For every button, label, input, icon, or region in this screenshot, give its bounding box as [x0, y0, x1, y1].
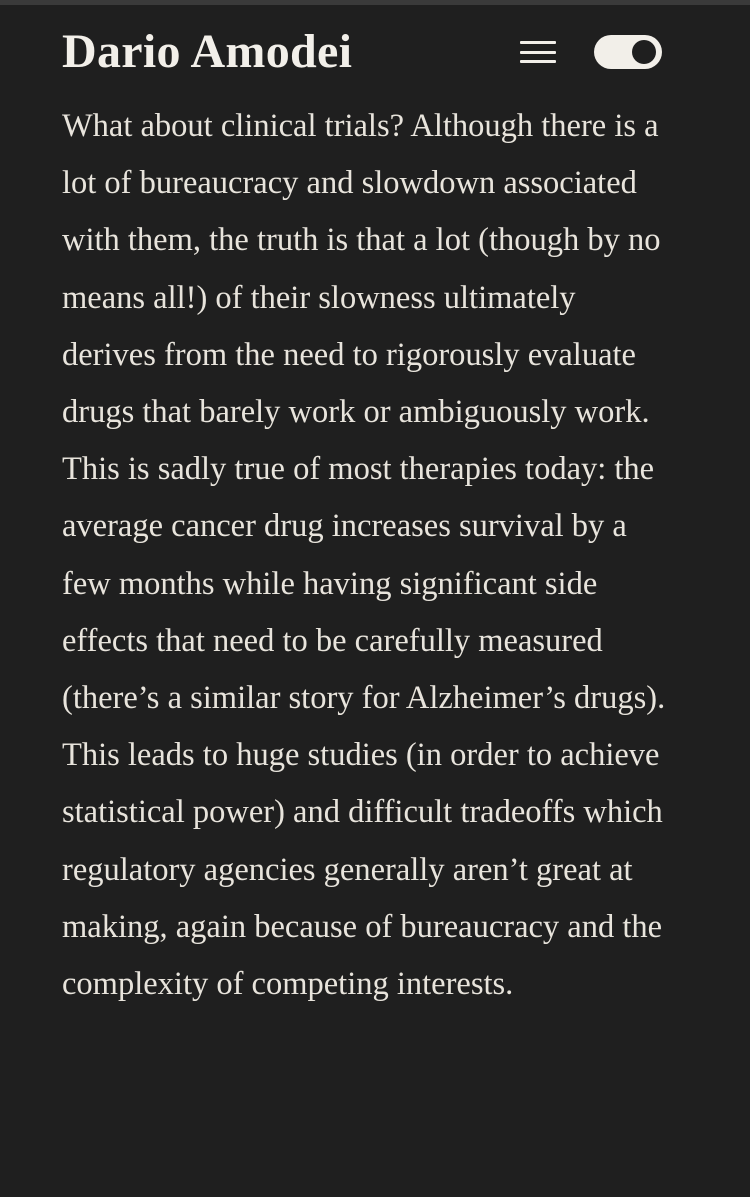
site-header — [62, 22, 662, 82]
menu-line — [520, 41, 556, 44]
header-controls — [520, 35, 662, 69]
article-paragraph: What about clinical trials? Although there is a lot of bureaucracy and slowdown associated with them, the truth is that a lot (though by no means all!) of their slowness ultimately derives from the need to rigorously evaluate drugs that barely work or ambiguously work. This is sadly true of most therapies today: the average cancer drug increases survival by a few months while having significant side effects that need to be carefully measured (there’s a similar story for Alzheimer’s drugs). This leads to huge studies (in order to achieve statistical power) and difficult tradeoffs which regulatory agencies generally aren’t great at making, again because of bureaucracy and the complexity of competing interests. — [62, 108, 666, 1003]
toggle-knob — [632, 40, 656, 64]
theme-toggle-switch[interactable] — [594, 35, 662, 69]
hamburger-menu-icon[interactable] — [520, 37, 556, 67]
menu-line — [520, 60, 556, 63]
menu-line — [520, 51, 556, 54]
site-title[interactable]: Dario Amodei — [62, 25, 353, 78]
